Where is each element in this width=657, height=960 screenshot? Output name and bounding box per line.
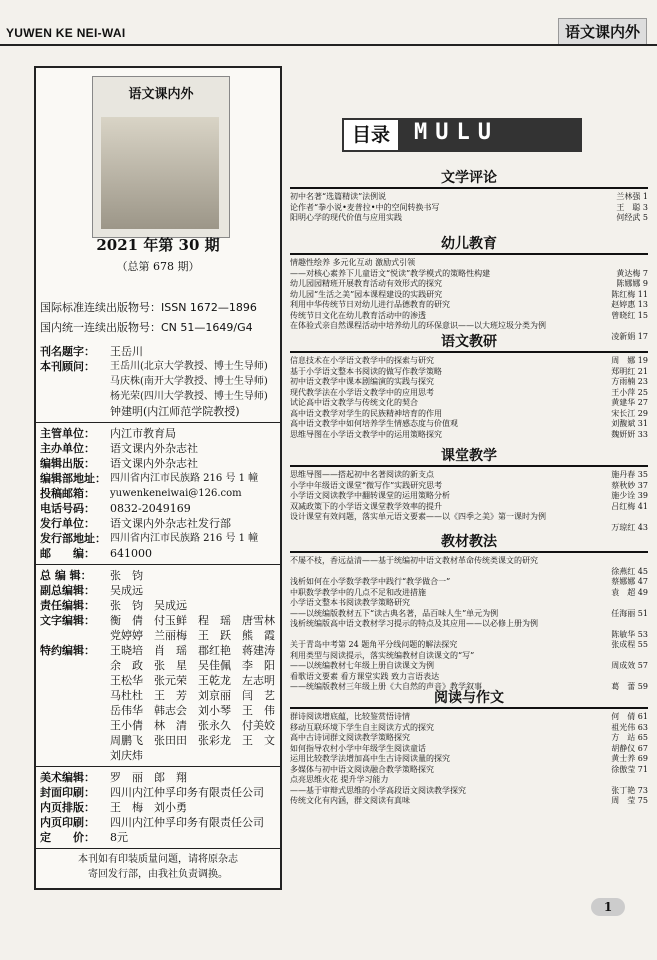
toc-entry[interactable]	[290, 651, 648, 662]
toc-entry-author-page: 蔡娜娜 47	[611, 577, 648, 586]
masthead-value: 王岳川(北京大学教授、博士生导师)	[110, 361, 268, 372]
masthead-label	[40, 628, 110, 643]
masthead-label	[40, 374, 110, 389]
masthead-value: 党婷婷 兰丽梅 王 跃 熊 霞	[110, 629, 275, 642]
toc-entry-title: 设计课堂有效问题，落实单元语文要素——以《四季之美》第一课时为例	[290, 512, 546, 521]
masthead-row	[36, 426, 280, 441]
toc-section	[290, 331, 648, 440]
toc-entry[interactable]	[290, 723, 648, 734]
toc-entry[interactable]	[290, 430, 648, 441]
masthead-value: 张 钧	[110, 569, 143, 582]
toc-entry-author-page: 蔡秋妙 37	[611, 480, 648, 490]
masthead-value: 衡 倩 付玉鲜 程 瑶 唐雪林	[110, 614, 275, 627]
toc-entry[interactable]	[290, 796, 648, 807]
toc-entry-author-page: 胡静仪 67	[611, 743, 648, 753]
toc-entry[interactable]	[290, 577, 648, 588]
mulu-en: MULU	[414, 120, 499, 145]
masthead-value: yuwenkeneiwai@126.com	[110, 488, 242, 499]
toc-entry-author-page	[644, 512, 648, 523]
masthead-label: 主管单位：	[40, 427, 95, 440]
toc-entry-author-page: 万琼红 43	[611, 522, 648, 532]
masthead-row	[36, 501, 280, 516]
toc-entry-title: ——对核心素养下儿童语文“悦读”教学模式的策略性构建	[290, 268, 491, 278]
toc-entry[interactable]	[290, 733, 648, 744]
masthead-value: 语文课内外杂志社	[110, 442, 198, 455]
toc-entry-title: 利用类型与阅读提示，落实统编教材自读课文的“写”	[290, 650, 475, 660]
toc-entry-title: 双减政策下的小学语文课堂教学效率的提升	[290, 501, 442, 511]
masthead-value: 王岳川	[110, 345, 143, 358]
masthead-value: 王晓培 肖 瑶 郡红艳 蒋建涛	[110, 644, 275, 657]
toc-entry[interactable]	[290, 598, 648, 609]
toc-entry-author-page: 郑明红 21	[611, 366, 648, 376]
masthead-value: 吴成远	[110, 584, 143, 597]
section-title: 文学评论	[290, 170, 648, 189]
toc-entry[interactable]	[290, 775, 648, 786]
toc-entry-title: 小学语文阅读教学中翻转课堂的运用策略分析	[290, 491, 450, 500]
masthead-row	[36, 598, 280, 613]
toc-entry-author-page: 周成效 57	[611, 661, 648, 670]
toc-entry-title: 思维导图——搭起初中名著阅读的新支点	[290, 470, 434, 479]
toc-entry-author-page: 施丹春 35	[611, 470, 648, 479]
toc-entry-author-page	[644, 672, 648, 683]
toc-entry[interactable]	[290, 754, 648, 765]
toc-entry-author-page: 黄建华 27	[611, 398, 648, 407]
masthead-row	[36, 703, 280, 718]
toc-entry[interactable]	[290, 398, 648, 409]
toc-entry-author-page: 何经武 5	[616, 213, 648, 222]
toc-entry-author-page: 曾晓红 15	[611, 310, 648, 320]
toc-entry-title: ——基于审辩式思维的小学高段语文阅读教学探究	[290, 785, 466, 795]
masthead-divider	[36, 564, 280, 565]
toc-entry[interactable]	[290, 356, 648, 367]
issue-number: 2021 年第 30 期	[96, 236, 220, 254]
masthead-row	[36, 546, 280, 561]
toc-entry-title: 点亮思维火花 提升学习能力	[290, 775, 389, 784]
toc-entry[interactable]	[290, 258, 648, 269]
masthead-label	[40, 389, 110, 404]
toc-entry-title: 初中名著“选篇精读”法例说	[290, 192, 387, 201]
toc-entry-author-page: 周 莹 75	[611, 796, 648, 805]
masthead-value: 语文课内外杂志社发行部	[110, 517, 231, 530]
toc-entry-title: 在体验式亲自然课程活动中培养幼儿的环保意识——以大班垃圾分类为例	[290, 321, 546, 330]
toc-entry-author-page: 葛 蕾 59	[611, 682, 648, 691]
toc-entry[interactable]	[290, 512, 648, 523]
toc-entry-author-page: 祖光伟 63	[611, 722, 648, 732]
toc-entry-author-page	[644, 775, 648, 786]
page-number: 1	[591, 898, 625, 916]
section-title: 课堂教学	[290, 448, 648, 467]
toc-entry-author-page	[644, 651, 648, 662]
toc-entry[interactable]	[290, 556, 648, 567]
toc-entry-title: 如何指导农村小学中年级学生阅读童话	[290, 743, 426, 753]
toc-entry-title: 高中语文教学中如何培养学生情感态度与价值观	[290, 419, 458, 428]
toc-entry-title: 关于青岛中考第 24 题角平分线问题的解法探究	[290, 640, 458, 649]
masthead-label: 电话号码：	[40, 502, 95, 515]
masthead-row	[36, 389, 280, 404]
toc-entry-title: 幼儿园园精班开展教育活动有效形式的探究	[290, 279, 442, 288]
toc-entry-title	[290, 630, 607, 641]
masthead-value: 四川内江仲孚印务有限责任公司	[110, 786, 264, 799]
masthead-row	[36, 718, 280, 733]
toc-entry-title: 利用中华传统节日对幼儿进行品德教育的研究	[290, 300, 450, 309]
toc-entry-author-page: 王小萍 25	[611, 387, 648, 397]
toc-entry[interactable]	[290, 609, 648, 620]
toc-section	[290, 448, 648, 533]
masthead-label: 定 价：	[40, 831, 95, 844]
masthead-value: 罗 丽 郎 翔	[110, 771, 187, 784]
masthead-row	[36, 516, 280, 531]
masthead-label: 封面印刷：	[40, 786, 95, 799]
toc-entry-title: 运用比较教学法增加高中生古诗阅读量的探究	[290, 754, 450, 763]
toc-entry-title: 高中语文教学对学生的民族精神培育的作用	[290, 408, 442, 418]
toc-entry[interactable]	[290, 367, 648, 378]
masthead-label: 编辑出版：	[40, 457, 95, 470]
masthead-label: 投稿邮箱：	[40, 487, 95, 500]
toc-entry[interactable]	[290, 765, 648, 776]
masthead-row	[36, 441, 280, 456]
masthead-value: 张 钧 吴成远	[110, 599, 187, 612]
toc-entry-title: 情趣性绘养 多元化互动 激励式引领	[290, 258, 416, 267]
masthead-row	[36, 830, 280, 845]
header-left: YUWEN KE NEI-WAI	[6, 26, 126, 40]
masthead-row	[36, 658, 280, 673]
toc-entry-author-page: 吕红梅 41	[611, 501, 648, 511]
toc-entry-author-page: 黄达梅 7	[616, 268, 648, 278]
total-issue: （总第 678 期）	[116, 260, 200, 273]
section-title: 教材教法	[290, 534, 648, 553]
toc-entry[interactable]	[290, 311, 648, 322]
toc-entry-title: ——以统编版教材五下“读古典名著，品百味人生”单元为例	[290, 608, 499, 618]
masthead-label: 内页排版：	[40, 801, 95, 814]
masthead-row	[36, 568, 280, 583]
toc-entry-author-page: 王 聪 3	[616, 202, 648, 212]
toc-entry-author-page: 兰林强 1	[616, 192, 648, 201]
toc-entry-title: 高中古诗词群文阅读教学策略探究	[290, 733, 410, 742]
toc-section	[290, 534, 648, 693]
toc-entry[interactable]	[290, 388, 648, 399]
toc-entry-title: 现代教学法在小学语文教学中的应用思考	[290, 387, 434, 397]
toc-entry[interactable]	[290, 269, 648, 280]
toc-entry-author-page: 陈敏华 53	[611, 629, 648, 639]
toc-entry[interactable]	[290, 567, 648, 578]
toc-entry-title: 幼儿园“生活之美”园本课程建设的实践研究	[290, 289, 443, 299]
toc-entry-title: 基于小学语文整本书阅读的做写作教学策略	[290, 366, 442, 376]
toc-entry[interactable]	[290, 481, 648, 492]
toc-entry-title: 试论高中语文教学与传统文化的契合	[290, 398, 418, 407]
toc-entry[interactable]	[290, 290, 648, 301]
masthead-label: 文字编辑：	[40, 614, 95, 627]
toc-entry-author-page: 任海丽 51	[611, 608, 648, 618]
masthead-label: 美术编辑：	[40, 771, 95, 784]
toc-entry-author-page: 徐傲莹 71	[611, 764, 648, 774]
toc-entry[interactable]	[290, 300, 648, 311]
toc-entry-title: 多媒体与初中语文阅读融合教学策略探究	[290, 764, 434, 774]
toc-entry-title: 中职数学教学中的几点不足和改进措施	[290, 587, 426, 597]
toc-entry-title: 传统文化有内涵，群文阅读有真味	[290, 796, 410, 805]
toc-entry[interactable]	[290, 786, 648, 797]
cover-image	[92, 76, 230, 238]
masthead-row	[36, 531, 280, 546]
toc-entry-author-page: 凌新娟 17	[611, 331, 648, 341]
toc-section	[290, 690, 648, 807]
toc-entry-title: 传统节日文化在幼儿教育活动中的渗透	[290, 310, 426, 320]
toc-entry-title: ——统编版教材三年级上册《大自然的声音》教学叙事	[290, 682, 482, 691]
mulu-banner	[342, 118, 582, 152]
masthead-value: 四川省内江市民族路 216 号 1 幢	[110, 533, 259, 544]
masthead-label	[40, 733, 110, 748]
toc-entry-title: 初中语文教学中课本剧编演的实践与探究	[290, 377, 434, 386]
section-title: 阅读与作文	[290, 690, 648, 709]
masthead-row	[36, 815, 280, 830]
toc-entry-author-page: 魏妍妍 33	[611, 429, 648, 439]
toc-entry-title: 阳明心学的现代价值与应用实践	[290, 213, 402, 222]
toc-entry-title: 思维导图在小学语文教学中的运用策略探究	[290, 429, 442, 439]
section-title: 语文教研	[290, 334, 648, 353]
toc-entry-author-page: 方 站 65	[611, 733, 648, 742]
masthead-label: 发行部地址：	[40, 532, 106, 545]
toc-entry-author-page: 徐燕红 45	[611, 566, 648, 576]
masthead-row	[36, 688, 280, 703]
toc-entry-title: 移动互联环境下学生自主阅读方式的探究	[290, 722, 434, 732]
masthead-row	[36, 785, 280, 800]
masthead-note: 寄回发行部，由我社负责调换。	[88, 869, 228, 880]
toc-entry-author-page: 陈娜娜 9	[616, 279, 648, 288]
masthead-value: 王松华 张元荣 王乾龙 左志明	[110, 674, 275, 687]
toc-entry-author-page: 何 倩 61	[611, 712, 648, 721]
masthead-label	[40, 688, 110, 703]
masthead-row	[36, 471, 280, 486]
masthead-value: 周鹏飞 张田田 张彩龙 王 文	[110, 734, 275, 747]
masthead-divider	[36, 848, 280, 849]
toc-entry-author-page: 周 娜 19	[611, 356, 648, 365]
toc-entry[interactable]	[290, 588, 648, 599]
toc-entry[interactable]	[290, 213, 648, 224]
toc-entry-author-page: 张丁艳 73	[611, 785, 648, 795]
masthead-value: 杨光荣(四川大学教授、博士生导师)	[110, 391, 268, 402]
toc-entry[interactable]	[290, 630, 648, 641]
masthead-value: 王 梅 刘小勇	[110, 801, 187, 814]
toc-entry-author-page: 宋长江 29	[611, 408, 648, 418]
masthead-label	[40, 404, 110, 419]
masthead-label: 内页印刷：	[40, 816, 95, 829]
masthead-row	[36, 673, 280, 688]
masthead-value: 0832-2049169	[110, 502, 191, 515]
masthead-value: 马杜杜 王 芳 刘京丽 闫 艺	[110, 689, 275, 702]
toc-entry-author-page: 施少诠 39	[611, 491, 648, 500]
issn-intl: 国际标准连续出版物号：ISSN 1672—1896	[40, 301, 257, 314]
masthead-row	[36, 456, 280, 471]
masthead-label: 邮 编：	[40, 547, 95, 560]
masthead-label	[40, 703, 110, 718]
toc-entry[interactable]	[290, 203, 648, 214]
masthead-value: 641000	[110, 547, 152, 560]
masthead-row	[36, 583, 280, 598]
masthead-label	[40, 658, 110, 673]
header-rule	[0, 44, 657, 46]
toc-entry-author-page	[644, 258, 648, 269]
toc-entry-title: 论作者“拳小说•麦普拉•中的空间转换书写	[290, 202, 440, 212]
toc-section	[290, 170, 648, 224]
masthead-divider	[36, 766, 280, 767]
masthead-label: 总 编 辑：	[40, 569, 92, 582]
toc-entry-author-page: 赵婷惠 13	[611, 300, 648, 309]
toc-section	[290, 236, 648, 342]
toc-entry-author-page: 刘馥斌 31	[611, 419, 648, 428]
masthead-label: 责任编辑：	[40, 599, 95, 612]
toc-entry-title: 信息技术在小学语文教学中的探索与研究	[290, 356, 434, 365]
masthead-label	[40, 718, 110, 733]
masthead-label: 本刊顾问：	[40, 360, 95, 373]
toc-entry-title: 群诗阅读增底蕴，比较鉴赏悟诗情	[290, 712, 410, 721]
toc-entry-title: 小学语文整本书阅读教学策略研究	[290, 598, 410, 607]
mulu-cn: 目录	[342, 118, 400, 152]
masthead-value: 岳伟华 韩志会 刘小琴 王 伟	[110, 704, 275, 717]
toc-entry-author-page: 袁 超 49	[611, 587, 648, 597]
toc-entry[interactable]	[290, 640, 648, 651]
masthead-value: 马庆株(南开大学教授、博士生导师)	[110, 376, 268, 387]
toc-entry-title: 小学中年级语文课堂“微写作”实践研究思考	[290, 480, 443, 490]
toc-entry[interactable]	[290, 744, 648, 755]
masthead-label: 主办单位：	[40, 442, 95, 455]
section-title: 幼儿教育	[290, 236, 648, 255]
toc-entry[interactable]	[290, 470, 648, 481]
toc-entry-title	[290, 567, 607, 578]
issn-domestic: 国内统一连续出版物号：CN 51—1649/G4	[40, 321, 253, 334]
toc-entry[interactable]	[290, 419, 648, 430]
masthead-label	[40, 748, 110, 763]
masthead-row	[36, 359, 280, 374]
masthead-label: 编辑部地址：	[40, 472, 106, 485]
masthead-label: 发行单位：	[40, 517, 95, 530]
masthead-label	[40, 673, 110, 688]
masthead-divider	[36, 422, 280, 423]
toc-entry[interactable]	[290, 619, 648, 630]
masthead-value: 语文课内外杂志社	[110, 457, 198, 470]
masthead-value: 王小倩 林 清 张永久 付美姣	[110, 719, 275, 732]
issn-block	[40, 298, 257, 338]
masthead-label: 副总编辑：	[40, 584, 95, 597]
toc-entry[interactable]	[290, 523, 648, 534]
toc-entry-author-page: 黄士养 69	[611, 754, 648, 763]
toc-entry-title: 浅析如何在小学数学教学中践行“教学做合一”	[290, 577, 451, 586]
masthead-value: 余 政 张 星 吴佳佩 李 阳	[110, 659, 275, 672]
toc-entry-title: 浅析统编版高中语文教材学习提示的特点及其应用——以必修上册为例	[290, 619, 538, 628]
toc-entry[interactable]	[290, 279, 648, 290]
masthead-row	[36, 733, 280, 748]
masthead-row	[36, 344, 280, 359]
masthead-note: 本刊如有印装质量问题，请将原杂志	[78, 854, 238, 865]
toc-entry-title	[290, 523, 607, 534]
toc-entry[interactable]	[290, 409, 648, 420]
toc-entry-author-page	[644, 619, 648, 630]
masthead-value: 四川内江仲孚印务有限责任公司	[110, 816, 264, 829]
masthead-panel	[34, 66, 282, 890]
masthead-value: 四川省内江市民族路 216 号 1 幢	[110, 473, 259, 484]
cover-photo	[101, 117, 219, 229]
masthead-value: 钟建明(内江师范学院教授)	[110, 405, 240, 418]
masthead-value: 8元	[110, 831, 128, 844]
masthead-row	[36, 613, 280, 628]
masthead-row	[36, 404, 280, 419]
masthead-value: 刘庆炜	[110, 749, 143, 762]
toc-entry-title: 不屡不枝，香远益清——基于统编初中语文教材革命传统类课文的研究	[290, 556, 538, 565]
toc-entry[interactable]	[290, 502, 648, 513]
toc-entry[interactable]	[290, 192, 648, 203]
toc-entry-author-page	[644, 321, 648, 332]
toc-entry[interactable]	[290, 491, 648, 502]
toc-entry[interactable]	[290, 712, 648, 723]
toc-entry-author-page: 张成程 55	[611, 640, 648, 649]
toc-entry-author-page	[644, 598, 648, 609]
toc-entry[interactable]	[290, 661, 648, 672]
toc-entry-title: ——以统编教材七年级上册自读课文为例	[290, 661, 434, 670]
toc-entry-author-page: 方雨楠 23	[611, 377, 648, 386]
toc-entry[interactable]	[290, 672, 648, 683]
masthead-row	[36, 374, 280, 389]
masthead-row	[36, 800, 280, 815]
masthead-label: 特约编辑：	[40, 644, 95, 657]
masthead-row	[36, 628, 280, 643]
toc-entry[interactable]	[290, 321, 648, 332]
toc-entry-author-page: 陈红梅 11	[611, 289, 648, 299]
toc-entry[interactable]	[290, 377, 648, 388]
masthead-label: 刊名题字：	[40, 345, 95, 358]
masthead-rows	[36, 344, 280, 882]
masthead-row	[36, 748, 280, 763]
cover-title: 语文课内外	[128, 87, 194, 102]
header-logo: 语文课内外	[558, 18, 647, 45]
masthead-row	[36, 643, 280, 658]
masthead-value: 内江市教育局	[110, 427, 176, 440]
toc-entry-author-page	[644, 556, 648, 567]
masthead-row	[36, 770, 280, 785]
masthead-row	[36, 486, 280, 501]
toc-entry-title: 看歌语文要素 看方课堂实践 致力言语表达	[290, 671, 440, 681]
